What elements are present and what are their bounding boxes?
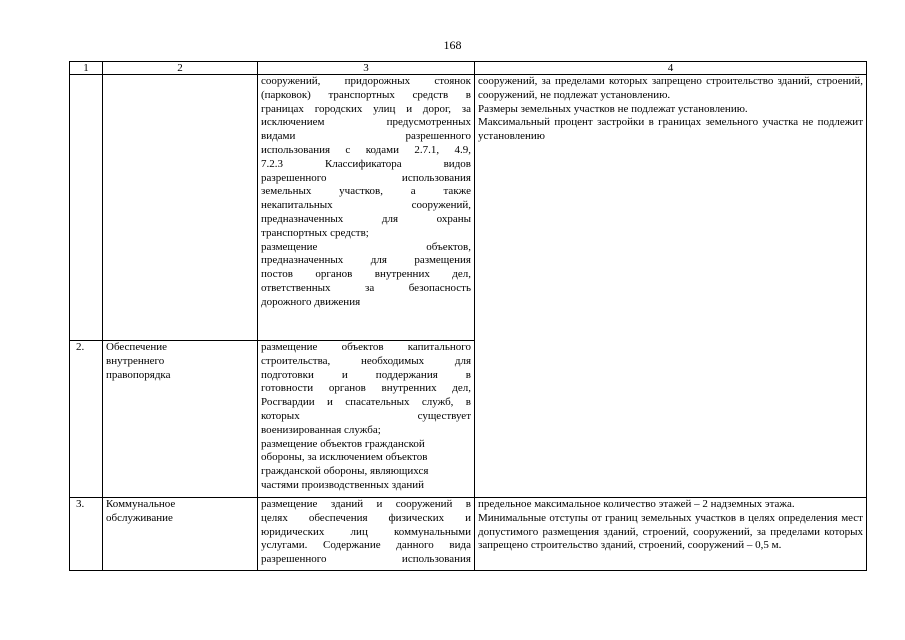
parameter-text: предельное максимальное количество этажей – 2 надземных этажа. [478,498,795,510]
row-name-cell [103,75,258,341]
header-cell: 2 [103,62,258,75]
row-number-cell [70,75,103,341]
text-line: строительства, необходимых для [261,354,471,367]
use-name-line: обслуживание [106,511,173,524]
text-line: разрешенного использования [261,171,471,184]
zoning-table [69,61,867,571]
use-name-line: Обеспечение [106,341,167,353]
text-line: исключением предусмотренных [261,116,471,129]
text-line: юридических лиц коммунальными [261,525,471,538]
parameter-text: Минимальные отступы от границ земельных участков в целях определения мест допустимого размещения зданий, строений, сооружений, за пределами которых запрещено строительство зданий, строений, сооружений – 0,5 м. [478,511,863,552]
text-line: дорожного движения [261,295,361,308]
permitted-use-cell [258,341,475,498]
text-line: границах городских улиц и дорог, за [261,102,471,115]
text-line: сооружений, придорожных стоянок [261,75,471,87]
parameter-text: Максимальный процент застройки в границах земельного участка не подлежит установлению [478,116,863,143]
text-line: обороны, за исключением объектов [261,451,428,464]
text-line: постов органов внутренних дел, [261,268,471,281]
parameters-cell [475,498,867,571]
text-line: военизированная служба; [261,423,381,436]
table-header-row [70,62,867,75]
text-line: готовности органов внутренних дел, [261,382,471,395]
row-name-cell [103,341,258,498]
text-line: (парковок) транспортных средств в [261,88,471,101]
parameters-cell [475,75,867,498]
permitted-use-cell [258,75,475,341]
header-cell: 3 [258,62,475,75]
text-line: использования с кодами 2.7.1, 4.9, [261,143,471,156]
text-line: целях обеспечения физических и [261,511,471,524]
text-line: предназначенных для охраны [261,212,471,225]
text-line: видами разрешенного [261,130,471,143]
row-number-cell: 3. [70,498,103,571]
text-line: ответственных за безопасность [261,281,471,294]
use-name-line: Коммунальное [106,498,176,510]
header-cell: 4 [475,62,867,75]
row-name-cell [103,498,258,571]
text-line: Росгвардии и спасательных служб, в [261,396,471,409]
table-row [70,498,867,571]
use-name-line: внутреннего [106,354,165,367]
use-name-line: правопорядка [106,368,171,381]
permitted-use-cell [258,498,475,571]
text-line: разрешенного использования [261,553,471,566]
text-line: частями производственных зданий [261,478,425,491]
text-line: некапитальных сооружений, [261,199,471,212]
text-line: предназначенных для размещения [261,254,471,267]
page-number: 168 [443,38,462,52]
text-line: транспортных средств; [261,226,369,239]
text-line: услугами. Содержание данного вида [261,539,471,552]
text-line: 7.2.3 Классификатора видов [261,157,471,170]
text-line: размещение объектов капитального [261,341,471,353]
parameter-text: Размеры земельных участков не подлежат установлению. [478,102,748,115]
header-cell: 1 [70,62,103,75]
row-number-cell: 2. [70,341,103,498]
text-line: гражданской обороны, являющихся [261,465,429,478]
parameter-text: сооружений, за пределами которых запрещено строительство зданий, строений, сооружений, не подлежат установлению. [478,75,863,101]
table-row [70,75,867,341]
text-line: размещение объектов, [261,240,471,253]
text-line: земельных участков, а также [261,185,471,198]
text-line: подготовки и поддержания в [261,368,471,381]
text-line: которых существует [261,409,471,422]
text-line: размещение объектов гражданской [261,437,425,450]
text-line: размещение зданий и сооружений в [261,498,471,510]
